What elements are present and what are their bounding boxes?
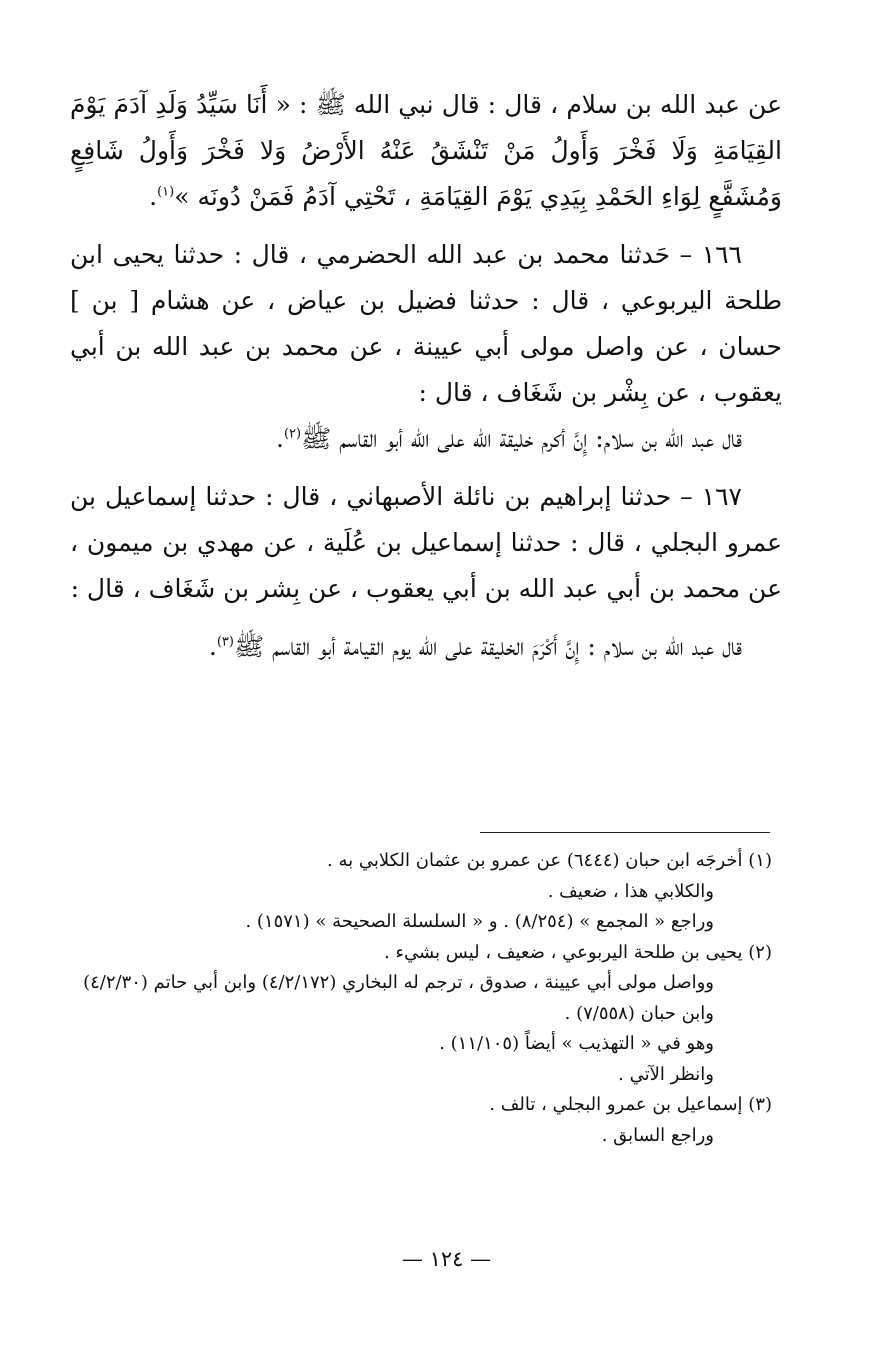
paragraph-hadith-167 (70, 474, 782, 612)
footnote-line: وراجع السابق . (601, 1124, 714, 1146)
footnote-separator (480, 832, 770, 833)
paragraph-end: . (149, 182, 158, 211)
paragraph-quote-167 (70, 624, 782, 670)
footnote-line: وهو في « التهذيب » أيضاً (١١/١٠٥) . (439, 1033, 714, 1054)
footnotes (66, 846, 772, 1151)
footnote-line: (٢) يحيى بن طلحة اليربوعي ، ضعيف ، ليس بشيء . (384, 941, 772, 963)
footnote-line: وواصل مولى أبي عيينة ، صدوق ، ترجم له البخاري (٤/٢/١٧٢) وابن أبي حاتم (٤/٢/٣٠) وابن حبان (٧/٥٥٨) . (83, 972, 714, 1024)
footnote-marker-3: (٣) (216, 634, 234, 650)
paragraph-hadith-165 (70, 82, 782, 220)
footnote-line: (٣) إسماعيل بن عمرو البجلي ، تالف . (489, 1094, 772, 1115)
main-text (70, 82, 782, 670)
footnote-line: وانظر الآتي . (618, 1063, 714, 1085)
paragraph-text: ١٦٦ – حَدثنا محمد بن عبد الله الحضرمي ، قال : حدثنا يحيى ابن طلحة اليربوعي ، قال : حدثنا فضيل بن عياض ، عن هشام [ بن ] حسان ، عن واصل مولى أبي عيينة ، عن محمد بن عبد الله بن أبي يعقوب ، عن بِشْر بن شَغَاف ، قال : (70, 240, 782, 407)
footnote-line: والكلابي هذا ، ضعيف . (547, 880, 714, 902)
paragraph-text: عن عبد الله بن سلام ، قال : قال نبي الله ﷺ : « أَنَا سَيِّدُ وَلَدِ آدَمَ يَوْمَ القِيَامَةِ وَلَا فَخْرَ وَأَولُ مَنْ تَنْشَقُ عَنْهُ الأَرْضُ وَلا فَخْرَ وَأَولُ شَافِعٍ وَمُشَفَّعٍ لِوَاءِ الحَمْدِ بِيَدِي يَوْمَ القِيَامَةِ ، تَحْتِي آدَمُ فَمَنْ دُونَه » (70, 90, 782, 211)
footnote-line: وراجع « المجمع » (٨/٢٥٤) . و « السلسلة الصحيحة » (١٥٧١) . (245, 911, 714, 932)
footnote-marker-1: (١) (157, 184, 175, 200)
paragraph-end: . (276, 424, 284, 453)
paragraph-text: قال عبد الله بن سلام: إِنَّ أكرم خليقة الله على الله أبو القاسم ﷺ (301, 424, 742, 453)
footnote-marker-2: (٢) (283, 426, 302, 442)
paragraph-text: قال عبد الله بن سلام : إِنَّ أَكْرَمَ الخليقة على الله يوم القيامة أبو القاسم ﷺ (233, 632, 742, 661)
paragraph-quote-166 (70, 416, 782, 462)
paragraph-end: . (208, 632, 217, 661)
footnote-line: (١) أخرجَه ابن حبان (٦٤٤٤) عن عمرو بن عثمان الكلابي به . (327, 850, 772, 871)
paragraph-text: ١٦٧ – حدثنا إبراهيم بن نائلة الأصبهاني ، قال : حدثنا إسماعيل بن عمرو البجلي ، قال : حدثنا إسماعيل بن عُلَية ، عن مهدي بن ميمون ، عن محمد بن أبي عبد الله بن أبي يعقوب ، عن بِشر بن شَغَاف ، قال : (70, 482, 782, 603)
page-number: — ١٢٤ — (401, 1247, 492, 1271)
paragraph-hadith-166 (70, 232, 782, 416)
